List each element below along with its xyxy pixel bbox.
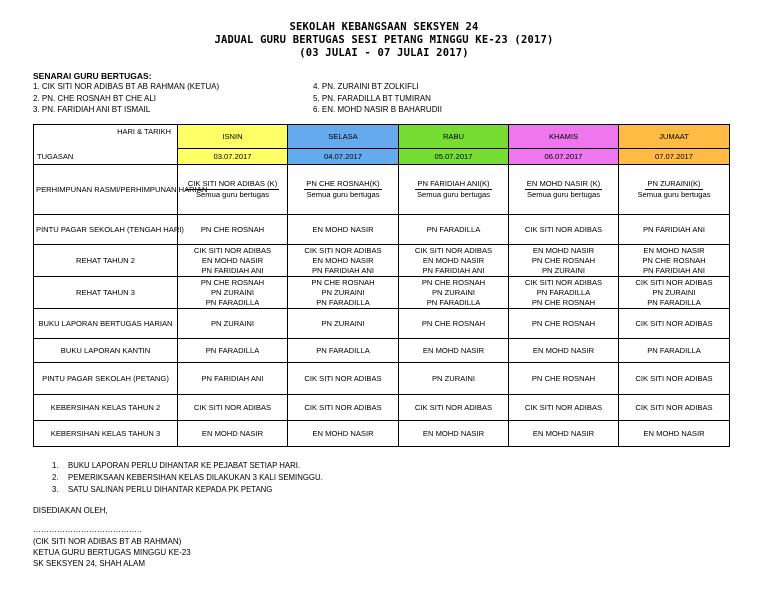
duty-name: PN ZURAINI: [321, 318, 365, 328]
duty-name: PN FARIDIAH ANI: [201, 373, 264, 383]
duty-name: EN MOHD NASIR: [422, 345, 485, 355]
task-cell: BUKU LAPORAN BERTUGAS HARIAN: [34, 309, 178, 339]
task-cell: REHAT TAHUN 3: [34, 277, 178, 309]
duty-name: EN MOHD NASIR: [532, 428, 595, 438]
duty-cell: [509, 245, 619, 277]
duty-cell: [509, 363, 619, 395]
duty-name: PN FARIDIAH ANI: [311, 265, 375, 275]
duty-name: EN MOHD NASIR: [422, 428, 485, 438]
duty-cell: [619, 215, 730, 245]
duty-name: PN FARADILLA: [426, 297, 481, 307]
duty-cell: [399, 277, 509, 309]
duty-cell: [288, 309, 399, 339]
duty-cell: [509, 309, 619, 339]
signatory-name: (CIK SITI NOR ADIBAS BT AB RAHMAN): [33, 537, 182, 546]
notes-list: [52, 461, 323, 497]
duty-name: EN MOHD NASIR: [201, 428, 264, 438]
schedule-title: JADUAL GURU BERTUGAS SESI PETANG MINGGU KE-23 (2017): [214, 34, 554, 46]
table-row: [34, 395, 730, 421]
day-name-cell: JUMAAT: [619, 125, 730, 149]
table-row: [34, 421, 730, 447]
duty-cell: [178, 363, 288, 395]
duty-name: PN CHE ROSNAH: [200, 224, 265, 234]
duty-cell: [288, 165, 399, 215]
duty-cell: [288, 277, 399, 309]
duty-name: PN CHE ROSNAH: [311, 277, 375, 287]
duty-cell: [288, 215, 399, 245]
duty-cell: [619, 421, 730, 447]
duty-name: PN CHE ROSNAH: [642, 255, 706, 265]
duty-name: PN CHE ROSNAH: [531, 255, 596, 265]
duty-name: EN MOHD NASIR: [312, 428, 374, 438]
task-cell: PINTU PAGAR SEKOLAH (TENGAH HARI): [34, 215, 178, 245]
duty-name: [180, 179, 285, 190]
duty-name: PN ZURAINI: [210, 318, 255, 328]
note-number: 2.: [52, 473, 59, 482]
duty-schedule-table: [33, 124, 730, 447]
day-date-cell: 03.07.2017: [178, 149, 288, 165]
duty-name: [621, 179, 727, 190]
duty-name: EN MOHD NASIR: [201, 255, 264, 265]
duty-leader: PN FARIDIAH ANI(K): [417, 179, 490, 188]
signatory-role: KETUA GURU BERTUGAS MINGGU KE-23: [33, 548, 191, 557]
duty-name: EN MOHD NASIR: [422, 255, 485, 265]
duty-name: [290, 179, 396, 190]
duty-name: PN ZURAINI: [431, 287, 476, 297]
note-item: [52, 485, 323, 497]
duty-cell: [288, 339, 399, 363]
table-row: [34, 339, 730, 363]
task-cell: REHAT TAHUN 2: [34, 245, 178, 277]
note-number: 1.: [52, 461, 59, 470]
table-row: [34, 165, 730, 215]
roster-item: 1. CIK SITI NOR ADIBAS BT AB RAHMAN (KETUA): [33, 82, 220, 91]
duty-name: PN FARADILLA: [536, 287, 591, 297]
duty-name: PN ZURAINI: [431, 373, 476, 383]
duty-name: PN CHE ROSNAH: [421, 318, 486, 328]
duty-cell: [399, 309, 509, 339]
duty-name: [401, 179, 506, 190]
duty-name: EN MOHD NASIR: [312, 255, 374, 265]
duty-name: CIK SITI NOR ADIBAS: [635, 373, 713, 383]
duty-name: CIK SITI NOR ADIBAS: [635, 318, 713, 328]
duty-cell: [288, 245, 399, 277]
task-cell: KEBERSIHAN KELAS TAHUN 2: [34, 395, 178, 421]
duty-name: PN FARADILLA: [205, 345, 260, 355]
duty-cell: [619, 165, 730, 215]
roster-item: 3. PN. FARIDIAH ANI BT ISMAIL: [33, 105, 151, 114]
note-item: [52, 461, 323, 473]
day-name-cell: RABU: [399, 125, 509, 149]
day-name-cell: SELASA: [288, 125, 399, 149]
header-corner-cell: [34, 125, 178, 165]
duty-name: CIK SITI NOR ADIBAS: [304, 373, 382, 383]
duty-name: CIK SITI NOR ADIBAS: [304, 402, 382, 412]
duty-name: CIK SITI NOR ADIBAS: [635, 402, 713, 412]
header-task-label: TUGASAN: [37, 152, 74, 161]
duty-cell: [619, 277, 730, 309]
duty-leader: CIK SITI NOR ADIBAS (K): [187, 179, 278, 188]
duty-cell: [509, 421, 619, 447]
duty-name: CIK SITI NOR ADIBAS: [304, 245, 382, 255]
duty-cell: [288, 395, 399, 421]
schedule-dates: (03 JULAI - 07 JULAI 2017): [299, 47, 469, 59]
duty-leader: EN MOHD NASIR (K): [526, 179, 601, 188]
duty-cell: [619, 245, 730, 277]
duty-name: CIK SITI NOR ADIBAS: [414, 245, 493, 255]
duty-name: CIK SITI NOR ADIBAS: [193, 402, 272, 412]
duty-cell: [399, 339, 509, 363]
task-cell: PERHIMPUNAN RASMI/PERHIMPUNAN HARIAN: [34, 165, 178, 215]
duty-name: EN MOHD NASIR: [643, 245, 705, 255]
duty-cell: [178, 245, 288, 277]
duty-name: PN ZURAINI: [541, 265, 586, 275]
duty-name: Semua guru bertugas: [195, 190, 270, 199]
duty-cell: [509, 339, 619, 363]
duty-name: Semua guru bertugas: [416, 190, 491, 199]
note-number: 3.: [52, 485, 59, 494]
task-cell: PINTU PAGAR SEKOLAH (PETANG): [34, 363, 178, 395]
duty-cell: [178, 215, 288, 245]
duty-name: PN CHE ROSNAH: [200, 277, 265, 287]
header-day-date-label: HARI & TARIKH: [117, 127, 171, 136]
duty-cell: [288, 421, 399, 447]
duty-leader: PN ZURAINI(K): [647, 179, 701, 188]
duty-cell: [178, 309, 288, 339]
roster-item: 5. PN. FARADILLA BT TUMIRAN: [313, 94, 431, 103]
duty-name: PN FARIDIAH ANI: [201, 265, 264, 275]
duty-name: EN MOHD NASIR: [532, 245, 595, 255]
duty-cell: [509, 215, 619, 245]
table-header-row: [34, 125, 730, 149]
duty-name: PN FARIDIAH ANI: [642, 224, 706, 234]
duty-name: PN ZURAINI: [652, 287, 696, 297]
duty-cell: [399, 421, 509, 447]
duty-cell: [399, 245, 509, 277]
duty-name: PN ZURAINI: [321, 287, 365, 297]
task-cell: KEBERSIHAN KELAS TAHUN 3: [34, 421, 178, 447]
duty-name: [511, 179, 616, 190]
duty-name: CIK SITI NOR ADIBAS: [193, 245, 272, 255]
table-row: [34, 309, 730, 339]
duty-name: PN FARADILLA: [316, 297, 370, 307]
duty-name: PN ZURAINI: [210, 287, 255, 297]
duty-cell: [178, 165, 288, 215]
day-date-cell: 04.07.2017: [288, 149, 399, 165]
table-row: [34, 245, 730, 277]
duty-cell: [619, 309, 730, 339]
duty-name: CIK SITI NOR ADIBAS: [635, 277, 713, 287]
duty-name: PN FARADILLA: [647, 297, 701, 307]
duty-name: Semua guru bertugas: [306, 190, 380, 199]
note-text: PEMERIKSAAN KEBERSIHAN KELAS DILAKUKAN 3 KALI SEMINGGU.: [68, 473, 323, 482]
duty-cell: [509, 165, 619, 215]
duty-cell: [399, 395, 509, 421]
day-date-cell: 07.07.2017: [619, 149, 730, 165]
duty-name: PN FARADILLA: [316, 345, 370, 355]
duty-name: PN CHE ROSNAH: [531, 297, 596, 307]
duty-cell: [288, 363, 399, 395]
table-row: [34, 363, 730, 395]
day-date-cell: 06.07.2017: [509, 149, 619, 165]
duty-name: PN CHE ROSNAH: [531, 318, 596, 328]
duty-name: Semua guru bertugas: [526, 190, 601, 199]
roster-title: SENARAI GURU BERTUGAS:: [33, 71, 152, 81]
task-cell: BUKU LAPORAN KANTIN: [34, 339, 178, 363]
duty-cell: [619, 395, 730, 421]
duty-name: EN MOHD NASIR: [312, 224, 374, 234]
duty-name: PN CHE ROSNAH: [421, 277, 486, 287]
duty-name: CIK SITI NOR ADIBAS: [414, 402, 493, 412]
duty-name: CIK SITI NOR ADIBAS: [524, 402, 603, 412]
duty-cell: [399, 363, 509, 395]
duty-name: EN MOHD NASIR: [643, 428, 705, 438]
duty-leader: PN CHE ROSNAH(K): [306, 179, 380, 188]
duty-cell: [509, 395, 619, 421]
duty-cell: [178, 421, 288, 447]
roster-item: 4. PN. ZURAINI BT ZOLKIFLI: [313, 82, 419, 91]
roster-item: 6. EN. MOHD NASIR B BAHARUDII: [313, 105, 442, 114]
duty-cell: [619, 363, 730, 395]
signature-line: …………………………………..: [33, 525, 142, 534]
duty-name: PN CHE ROSNAH: [531, 373, 596, 383]
duty-name: CIK SITI NOR ADIBAS: [524, 277, 603, 287]
duty-name: PN FARADILLA: [647, 345, 701, 355]
duty-name: PN FARADILLA: [205, 297, 260, 307]
duty-cell: [178, 277, 288, 309]
table-row: [34, 215, 730, 245]
duty-name: Semua guru bertugas: [637, 190, 711, 199]
duty-cell: [509, 277, 619, 309]
school-name: SEKOLAH KEBANGSAAN SEKSYEN 24: [289, 21, 479, 33]
signatory-school: SK SEKSYEN 24, SHAH ALAM: [33, 559, 146, 568]
duty-cell: [178, 395, 288, 421]
note-item: [52, 473, 323, 485]
note-text: SATU SALINAN PERLU DIHANTAR KEPADA PK PETANG: [68, 485, 273, 494]
duty-cell: [178, 339, 288, 363]
duty-name: PN FARADILLA: [426, 224, 481, 234]
duty-name: EN MOHD NASIR: [532, 345, 595, 355]
day-name-cell: KHAMIS: [509, 125, 619, 149]
duty-cell: [399, 215, 509, 245]
duty-cell: [619, 339, 730, 363]
note-text: BUKU LAPORAN PERLU DIHANTAR KE PEJABAT SETIAP HARI.: [68, 461, 301, 470]
duty-name: PN FARIDIAH ANI: [642, 265, 706, 275]
roster-item: 2. PN. CHE ROSNAH BT CHE ALI: [33, 94, 156, 103]
duty-cell: [399, 165, 509, 215]
prepared-by-label: DISEDIAKAN OLEH,: [33, 506, 108, 515]
table-row: [34, 277, 730, 309]
day-name-cell: ISNIN: [178, 125, 288, 149]
duty-name: PN FARIDIAH ANI: [422, 265, 485, 275]
duty-name: CIK SITI NOR ADIBAS: [524, 224, 603, 234]
day-date-cell: 05.07.2017: [399, 149, 509, 165]
